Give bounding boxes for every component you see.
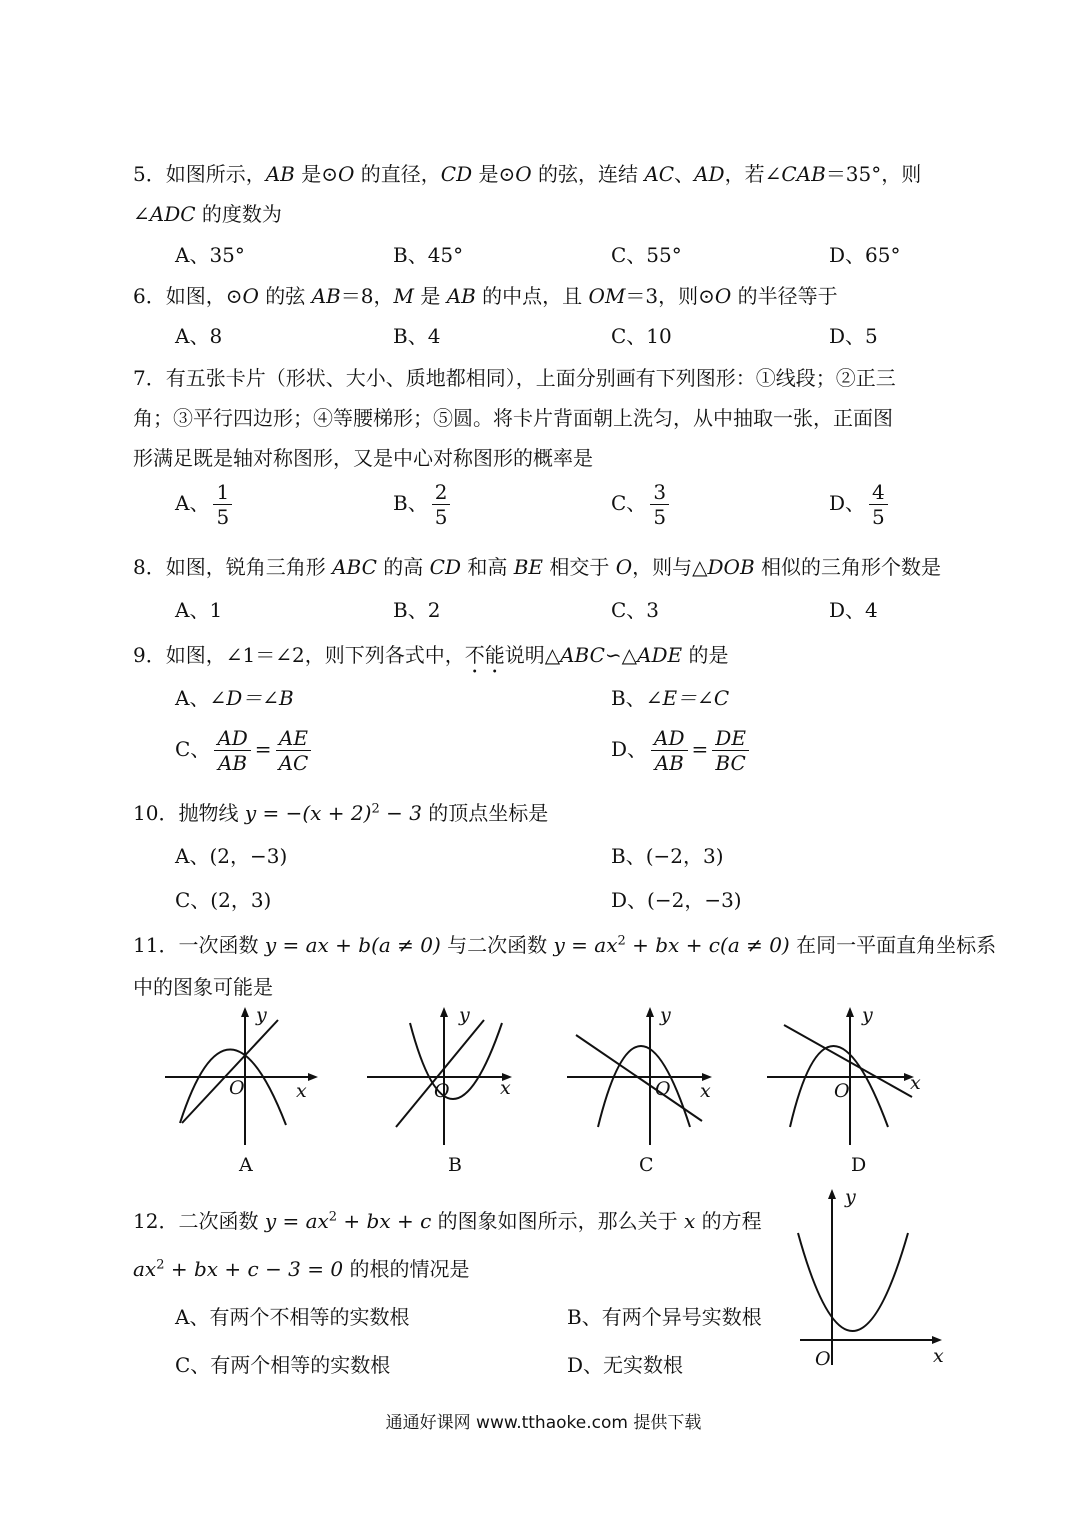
q8-option-b: B、2	[393, 598, 441, 622]
y-axis-arrow	[241, 1007, 249, 1017]
q10-text: 10．抛物线	[133, 801, 245, 825]
q11-graph-label-a: A	[239, 1154, 253, 1176]
axis-y-label: y	[660, 1004, 671, 1026]
q5-var: AC	[644, 162, 675, 186]
x-axis-arrow	[308, 1073, 318, 1081]
axis-x-label: x	[700, 1080, 711, 1102]
axis-x-label: x	[910, 1072, 921, 1094]
q5-text: ＝35°，则	[825, 162, 922, 186]
q10-text: 的顶点坐标是	[421, 801, 549, 825]
q5-var: O	[515, 162, 532, 186]
q12-option-a: A、有两个不相等的实数根	[175, 1305, 410, 1329]
q5-line-2	[133, 200, 282, 228]
axis-y-label: y	[256, 1004, 267, 1026]
equals-sign: =	[691, 737, 709, 761]
q12-option-b: B、有两个异号实数根	[567, 1305, 762, 1329]
q12-text: 的根的情况是	[343, 1257, 470, 1281]
q8-text: 相似的三角形个数是	[754, 555, 942, 579]
y-axis-arrow	[646, 1007, 654, 1017]
q9-option-label: D、	[611, 737, 648, 761]
page-footer: 通通好课网 www.tthaoke.com 提供下载	[385, 1413, 702, 1433]
q11-exponent: 2	[617, 933, 626, 949]
q9-line	[133, 641, 729, 678]
q7-option-label: B、	[393, 491, 428, 515]
q8-var: CD	[429, 555, 461, 579]
q8-option-d: D、4	[829, 598, 878, 622]
q6-var: AB	[446, 284, 476, 308]
q10-option-d: D、(−2，−3)	[611, 888, 742, 912]
q6-option-b: B、4	[393, 324, 441, 348]
q6-text: 的中点，且	[475, 284, 589, 308]
parabola	[410, 1023, 502, 1099]
q11-graph-label-c: C	[639, 1154, 654, 1176]
q8-var: DOB	[707, 555, 755, 579]
q11-text: 在同一平面直角坐标系	[789, 933, 997, 957]
q9-var: ABC	[560, 643, 605, 667]
q8-text: ，则与△	[632, 555, 708, 579]
q9-var: ADE	[637, 643, 683, 667]
q7-option-b	[393, 480, 454, 529]
q11-line-1	[133, 931, 996, 959]
q11-line-2: 中的图象可能是	[133, 975, 273, 999]
q5-var: CD	[440, 162, 473, 186]
q5-text: 的度数为	[195, 202, 282, 226]
q12-var: x	[684, 1209, 696, 1233]
axis-x-label: x	[933, 1345, 944, 1367]
origin-label: O	[229, 1077, 245, 1099]
q6-option-a: A、8	[175, 324, 223, 348]
parabola	[598, 1046, 690, 1127]
q6-var: M	[393, 284, 414, 308]
q8-option-a: A、1	[175, 598, 223, 622]
q6-option-d: D、5	[829, 324, 878, 348]
q8-text: 相交于	[543, 555, 616, 579]
numerator: 3	[650, 480, 669, 505]
fraction	[213, 480, 232, 529]
numerator: 4	[869, 480, 888, 505]
q10-line	[133, 799, 548, 827]
q5-text: 5．如图所示，	[133, 162, 266, 186]
fraction	[869, 480, 888, 529]
q8-text: 8．如图，锐角三角形	[133, 555, 333, 579]
q12-text: 的图象如图所示，那么关于	[431, 1209, 685, 1233]
q6-line	[133, 282, 838, 310]
origin-label: O	[655, 1078, 671, 1100]
q12-option-c: C、有两个相等的实数根	[175, 1353, 391, 1377]
q7-option-label: C、	[611, 491, 647, 515]
fraction	[712, 726, 749, 775]
q7-line-2: 角；③平行四边形；④等腰梯形；⑤圆。将卡片背面朝上洗匀，从中抽取一张，正面图	[133, 406, 893, 430]
q6-var: OM	[588, 284, 626, 308]
q5-var: O	[338, 162, 355, 186]
q6-text: ＝8，	[340, 284, 394, 308]
q5-option-b: B、45°	[393, 243, 464, 267]
q5-text: 的弦，连结	[531, 162, 645, 186]
straight-line	[182, 1020, 278, 1123]
axis-y-label: y	[862, 1004, 873, 1026]
axis-y-label: y	[845, 1186, 856, 1208]
q12-formula: y = ax	[264, 1209, 329, 1233]
axis-x-label: x	[500, 1077, 511, 1099]
denominator: 5	[216, 505, 230, 529]
q12-graph	[780, 1185, 955, 1375]
q7-line-3: 形满足既是轴对称图形，又是中心对称图形的概率是	[133, 446, 593, 470]
q8-line	[133, 553, 941, 581]
q6-option-c: C、10	[611, 324, 672, 348]
q11-formula: y = ax	[553, 933, 618, 957]
q10-formula: − 3	[379, 801, 422, 825]
q12-line-1	[133, 1207, 762, 1235]
q9-option-b	[611, 684, 729, 712]
q9-text: 的是	[682, 643, 729, 667]
q6-var: O	[242, 284, 259, 308]
q5-text: ，若∠	[724, 162, 782, 186]
numerator: AE	[276, 726, 311, 751]
q5-option-c: C、55°	[611, 243, 682, 267]
parabola	[798, 1233, 908, 1331]
denominator: 5	[434, 505, 448, 529]
q8-text: 的高	[376, 555, 430, 579]
q6-text: 的弦	[258, 284, 312, 308]
q8-var: BE	[513, 555, 543, 579]
q7-line-1: 7．有五张卡片（形状、大小、质地都相同），上面分别画有下列图形：①线段；②正三	[133, 366, 896, 390]
numerator: AD	[651, 726, 687, 751]
q5-text: 是⊙	[472, 162, 516, 186]
fraction	[650, 480, 669, 529]
y-axis-arrow	[846, 1007, 854, 1017]
q10-option-a: A、(2，−3)	[175, 844, 288, 868]
fraction	[276, 726, 312, 775]
q9-option-label: A、	[175, 686, 210, 710]
q9-text: 说明△	[504, 643, 561, 667]
origin-label: O	[834, 1080, 850, 1102]
q7-option-c	[611, 480, 673, 529]
q8-var: O	[615, 555, 633, 579]
y-axis-arrow	[828, 1189, 836, 1199]
numerator: 2	[432, 480, 451, 505]
denominator: AB	[654, 751, 684, 775]
q10-formula: y = −(x + 2)	[244, 801, 372, 825]
q9-option-text: ∠D＝∠B	[209, 686, 294, 710]
q6-var: O	[714, 284, 732, 308]
straight-line	[396, 1020, 484, 1127]
q5-text: 是⊙	[294, 162, 338, 186]
denominator: AB	[217, 751, 248, 775]
q12-formula: + bx + c − 3 = 0	[164, 1257, 344, 1281]
denominator: BC	[715, 751, 746, 775]
q6-text: ＝3，则⊙	[625, 284, 715, 308]
q11-formula: + bx + c(a ≠ 0)	[625, 933, 790, 957]
x-axis-arrow	[932, 1336, 942, 1344]
q5-option-a: A、35°	[175, 243, 245, 267]
q6-text: 6．如图，⊙	[133, 284, 243, 308]
q10-exponent: 2	[371, 801, 380, 817]
origin-label: O	[815, 1348, 831, 1370]
q7-option-a	[175, 480, 236, 529]
numerator: 1	[213, 480, 232, 505]
q5-var: AB	[265, 162, 295, 186]
q9-option-label: C、	[175, 737, 211, 761]
q5-var: ADC	[149, 202, 196, 226]
q5-var: CAB	[781, 162, 826, 186]
q12-exponent: 2	[328, 1209, 338, 1225]
q7-option-label: D、	[829, 491, 866, 515]
q12-exponent: 2	[156, 1257, 165, 1273]
q6-text: 是	[413, 284, 447, 308]
q9-emphasis: 不能	[464, 643, 505, 667]
q11-graph-label-d: D	[851, 1154, 867, 1176]
q8-text: 和高	[460, 555, 514, 579]
q9-text: 9．如图，∠1＝∠2，则下列各式中，	[133, 643, 465, 667]
q5-text: 、	[674, 162, 695, 186]
q9-option-d	[611, 726, 753, 775]
y-axis-arrow	[440, 1007, 448, 1017]
q11-formula: y = ax + b(a ≠ 0)	[264, 933, 441, 957]
q12-text: 的方程	[695, 1209, 762, 1233]
numerator: DE	[712, 726, 749, 751]
axis-x-label: x	[296, 1080, 307, 1102]
q10-option-c: C、(2，3)	[175, 888, 272, 912]
q9-option-text: ∠E＝∠C	[645, 686, 730, 710]
q12-formula: + bx + c	[337, 1209, 432, 1233]
q10-option-b: B、(−2，3)	[611, 844, 724, 868]
denominator: 5	[872, 505, 885, 529]
q12-text: 12．二次函数	[133, 1209, 265, 1233]
q5-line-1	[133, 160, 921, 188]
q7-option-label: A、	[175, 491, 210, 515]
q8-var: ABC	[332, 555, 377, 579]
q12-line-2	[133, 1255, 469, 1283]
fraction	[214, 726, 250, 775]
q6-var: AB	[311, 284, 341, 308]
q7-option-d	[829, 480, 892, 529]
q11-text: 11．一次函数	[133, 933, 265, 957]
fraction	[651, 726, 687, 775]
q12-option-d: D、无实数根	[567, 1353, 684, 1377]
fraction	[432, 480, 451, 529]
q5-var: AD	[694, 162, 725, 186]
q5-text: 的直径，	[354, 162, 441, 186]
q9-text: ∽△	[604, 643, 638, 667]
q5-option-d: D、65°	[829, 243, 901, 267]
q12-formula: ax	[133, 1257, 157, 1281]
denominator: 5	[653, 505, 667, 529]
origin-label: O	[434, 1080, 450, 1102]
q9-option-a	[175, 684, 294, 712]
q9-option-c	[175, 726, 315, 775]
q9-option-label: B、	[611, 686, 646, 710]
numerator: AD	[214, 726, 250, 751]
q6-text: 的半径等于	[731, 284, 838, 308]
q8-option-c: C、3	[611, 598, 660, 622]
denominator: AC	[278, 751, 309, 775]
q11-graph-label-b: B	[448, 1154, 462, 1176]
q11-text: 与二次函数	[440, 933, 554, 957]
axis-y-label: y	[459, 1004, 470, 1026]
q5-text: ∠	[133, 202, 150, 226]
equals-sign: =	[254, 737, 272, 761]
